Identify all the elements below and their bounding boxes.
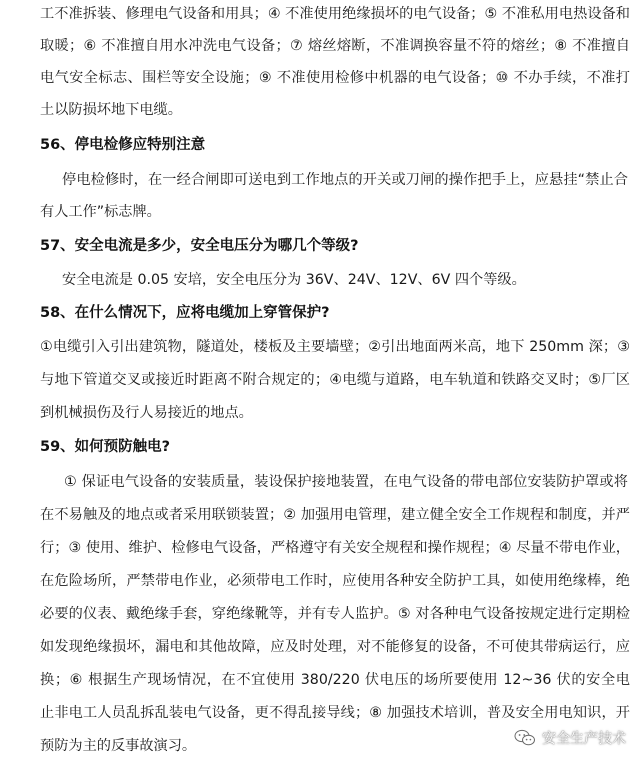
source-watermark [514,726,626,750]
intro-line: 电气安全标志、围栏等安全设施；⑨ 不准使用检修中机器的电气设备；⑩ 不办手续，不准打 [40,70,630,86]
intro-line: 土以防损坏地下电缆。 [40,102,182,118]
answer-56-line: 有人工作”标志牌。 [40,204,161,220]
answer-59-line: 预防为主的反事故演习。 [40,738,197,754]
answer-56-line: 停电检修时，在一经合闸即可送电到工作地点的开关或刀闸的操作把手上，应悬挂“禁止合 [62,172,628,188]
wechat-icon [514,729,536,747]
answer-59-line: 在不易触及的地点或者采用联锁装置；② 加强用电管理，建立健全安全工作规程和制度，并严 [40,507,630,523]
answer-58-line: 到机械损伤及行人易接近的地点。 [40,405,253,421]
question-56-heading: 56、停电检修应特别注意 [40,137,206,153]
question-58-heading: 58、在什么情况下，应将电缆加上穿管保护? [40,305,330,321]
answer-59-line: 换；⑥ 根据生产现场情况，在不宜使用 380/220 伏电压的场所要使用 12~36 伏的安全电 [40,672,630,688]
answer-59-line: 在危险场所，严禁带电作业，必须带电工作时，应使用各种安全防护工具，如使用绝缘棒，绝 [40,573,630,589]
answer-59-line: 行；③ 使用、维护、检修电气设备，严格遵守有关安全规程和操作规程；④ 尽量不带电作业， [40,540,630,556]
question-59-heading: 59、如何预防触电? [40,439,171,455]
answer-59-line: 必要的仪表、戴绝缘手套，穿绝缘靴等，并有专人监护。⑤ 对各种电气设备按规定进行定期检 [40,606,630,622]
answer-59-line: 如发现绝缘损坏，漏电和其他故障，应及时处理，对不能修复的设备，不可使其带病运行，应 [40,639,630,655]
question-57-heading: 57、安全电流是多少，安全电压分为哪几个等级? [40,238,359,254]
answer-58-line: ①电缆引入引出建筑物，隧道处，楼板及主要墙壁；②引出地面两米高，地下 250mm 深；③ [40,339,630,355]
answer-59-line: ① 保证电气设备的安装质量，装设保护接地装置，在电气设备的带电部位安装防护罩或将 [64,474,628,490]
answer-58-line: 与地下管道交叉或接近时距离不附合规定的；④电缆与道路，电车轨道和铁路交叉时；⑤厂区 [40,372,630,388]
intro-line: 取暖；⑥ 不准擅自用水冲洗电气设备；⑦ 熔丝熔断，不准调换容量不符的熔丝；⑧ 不准擅自 [40,38,630,54]
intro-line: 工不准拆装、修理电气设备和用具；④ 不准使用绝缘损坏的电气设备；⑤ 不准私用电热设备和 [40,6,630,22]
watermark-text: 安全生产技术 [542,731,626,747]
answer-59-line: 止非电工人员乱拆乱装电气设备，更不得乱接导线；⑧ 加强技术培训，普及安全用电知识，开 [40,705,630,721]
answer-57-line: 安全电流是 0.05 安培，安全电压分为 36V、24V、12V、6V 四个等级。 [62,272,526,288]
